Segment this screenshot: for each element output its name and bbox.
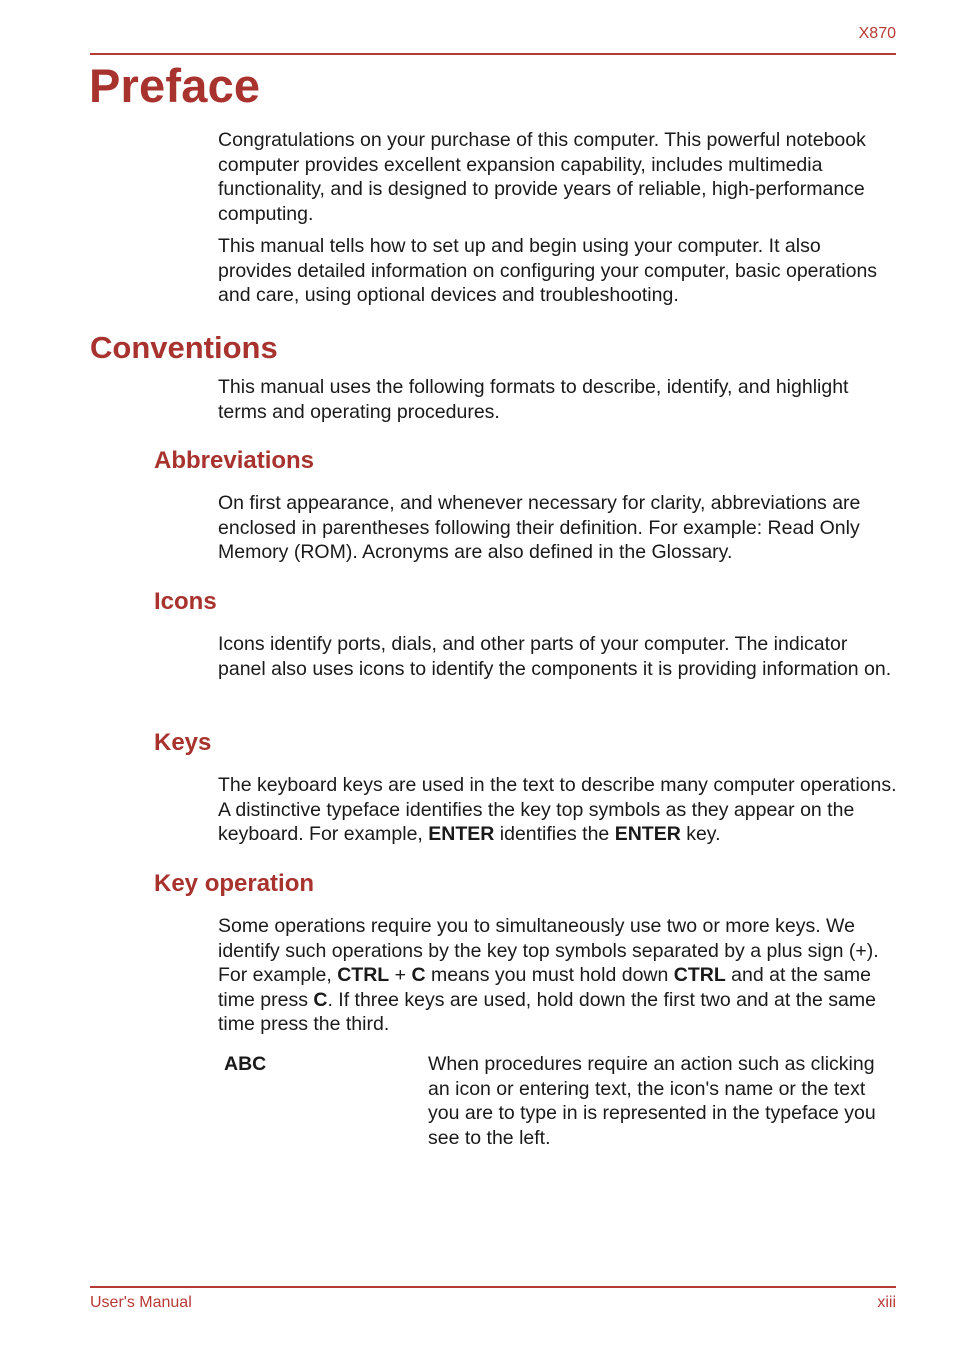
- chapter-title: Preface: [89, 59, 261, 112]
- typeface-term: ABC: [224, 1053, 267, 1075]
- header-rule: [90, 53, 896, 55]
- key-ctrl-2: CTRL: [673, 964, 726, 986]
- key-c-2: C: [313, 988, 328, 1011]
- conventions-intro: This manual uses the following formats to describe, identify, and highlight terms and operating procedures.: [218, 376, 849, 423]
- subsection-title-abbreviations: Abbreviations: [154, 447, 315, 474]
- key-enter-1: ENTER: [428, 823, 495, 845]
- key-operation-text: [218, 914, 898, 1037]
- preface-paragraph-1: Congratulations on your purchase of this computer. This powerful notebook computer provides excellent expansion capability, includes multimedia functionality, and is designed to provide years of reliable, high-performance computing.: [218, 129, 866, 225]
- subsection-title-icons: Icons: [154, 588, 217, 615]
- section-title-conventions: Conventions: [90, 330, 278, 365]
- key-ctrl-1: CTRL: [337, 964, 390, 986]
- key-op-text-b: means you must hold down: [425, 964, 674, 986]
- key-op-plus: +: [389, 964, 412, 986]
- key-op-text-d: . If three keys are used, hold down the first two and at the same time press the third.: [218, 988, 876, 1035]
- footer-page-number: xiii: [877, 1294, 896, 1311]
- typeface-term-description: When procedures require an action such as clicking an icon or entering text, the icon's name or the text you are to type in is represented in the typeface you see to the left.: [428, 1053, 876, 1149]
- key-enter-2: ENTER: [614, 823, 681, 845]
- key-op-text-c: and at the same time press: [218, 964, 872, 1011]
- subsection-title-key-operation: Key operation: [154, 870, 315, 897]
- footer-manual-name: User's Manual: [90, 1294, 192, 1311]
- header-model-name: X870: [858, 25, 896, 42]
- icons-text: Icons identify ports, dials, and other parts of your computer. The indicator panel also uses icons to identify the components it is providing information on.: [218, 633, 892, 680]
- key-op-text-a: Some operations require you to simultaneously use two or more keys. We identify such operations by the key top symbols separated by a plus sign (+). For example,: [218, 915, 879, 986]
- subsection-title-keys: Keys: [154, 729, 212, 756]
- footer-rule: [90, 1286, 896, 1288]
- abbreviations-text: On first appearance, and whenever necessary for clarity, abbreviations are enclosed in parentheses following their definition. For example: Read Only Memory (ROM). Acronyms are also defined in the Glossary.: [218, 492, 861, 563]
- preface-paragraph-2: This manual tells how to set up and begin using your computer. It also provides detailed information on configuring your computer, basic operations and care, using optional devices and troubleshooting.: [218, 235, 878, 306]
- keys-text-c: key.: [680, 823, 721, 845]
- keys-text: [218, 773, 898, 847]
- key-c-1: C: [411, 964, 426, 986]
- keys-text-b: identifies the: [494, 823, 615, 845]
- keys-text-a: The keyboard keys are used in the text to describe many computer operations. A distinctive typeface identifies the key top symbols as they appear on the keyboard. For example,: [218, 774, 897, 845]
